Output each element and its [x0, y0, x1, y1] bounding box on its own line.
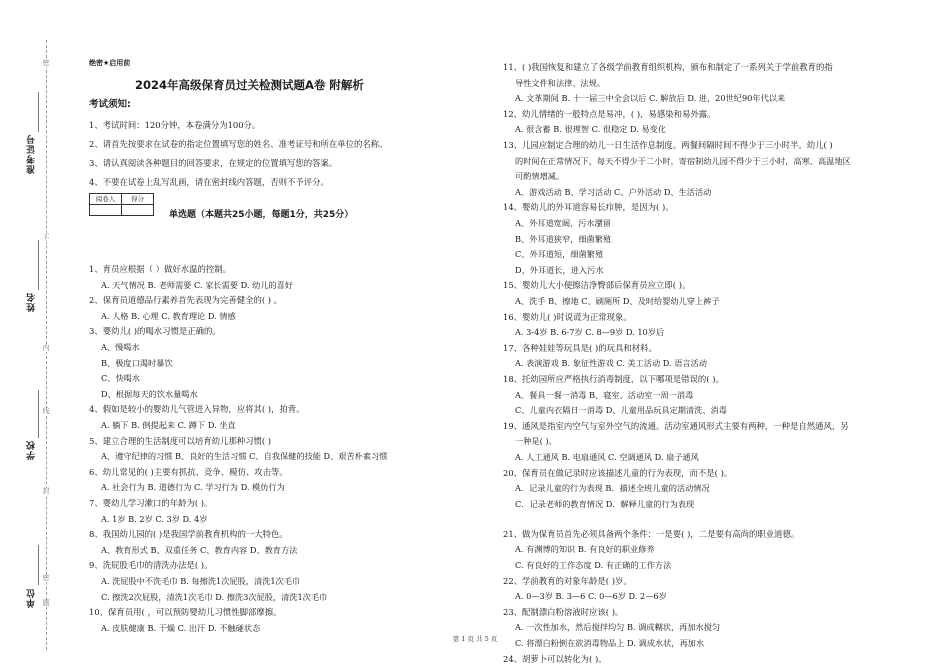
question-text: 5、建立合理的生活制度可以培育幼儿那种习惯( ) — [89, 435, 272, 446]
answer-option: A、外耳道宽阔，污水潴留 — [515, 218, 611, 228]
grader-header: 阅卷人 — [90, 194, 122, 205]
page-number: 第 1 页 共 5 页 — [452, 635, 498, 643]
answer-option: A、游戏活动 B、学习活动 C、户外活动 D、生活活动 — [515, 186, 712, 197]
question-text: 14、婴幼儿的外耳道容易长疖肿，是因为( )。 — [503, 202, 674, 213]
answer-option: A. 一次性加水，然后搅拌均匀 B. 调成糊状，再加水搅匀 — [515, 622, 721, 633]
score-table — [89, 193, 154, 216]
answer-option: A. 很含蓄 B. 很理智 C. 很稳定 D. 易变化 — [515, 124, 667, 135]
answer-option: A. 人工通风 B. 电扇通风 C. 空调通风 D. 扇子通风 — [515, 452, 699, 462]
binding-char: 内 — [42, 344, 50, 352]
answer-option: C、儿童内衣隔日一消毒 D、儿童用品玩具定期清洗、消毒 — [515, 405, 727, 416]
exam-id-label: 准考证号 — [27, 134, 37, 174]
notice-item: 1、考试时间：120分钟，本卷满分为100分。 — [89, 120, 261, 130]
grader-cell[interactable] — [90, 205, 122, 216]
answer-option: B、外耳道狭窄，细菌繁殖 — [515, 233, 612, 244]
question-text: 11、( )我国恢复和建立了各级学前教育组织机构，颁布和制定了一系列关于学前教育的指 — [503, 62, 833, 72]
answer-option: C．记录老师的教育情况 D．解释儿童的行为表现 — [515, 498, 695, 509]
unit-label: 单位 — [27, 588, 37, 608]
school-label: 学校 — [27, 440, 37, 460]
school-line — [38, 390, 39, 438]
answer-option: 可酌情增减。 — [515, 171, 565, 182]
score-header: 得分 — [122, 194, 154, 205]
question-text: 4、假如是较小的婴幼儿气管进入异物，应将其( )，拍背。 — [89, 404, 305, 415]
question-text: 17、各种娃娃等玩具是( )的玩具和材料。 — [503, 342, 657, 353]
secret-mark: 绝密★启用前 — [89, 59, 131, 67]
question-text: 1、育员应根据（ ）做好水温的控制。 — [89, 264, 231, 274]
question-text: 9、洗屁股毛巾的清洗办法是( )。 — [89, 560, 213, 571]
question-text: 15、婴幼儿大小便擦洁净臀部后保育员应立即( )。 — [503, 280, 691, 291]
answer-option: A. 洗屁股中不洗毛巾 B. 每擦洗1次屁股，清洗1次毛巾 — [101, 576, 301, 586]
question-text: 6、幼儿常见的( )主要有抓抗、竞争、模仿、攻击等。 — [89, 466, 288, 477]
answer-option: 的时间在正常情况下，每天不得少于二小时，寄宿制幼儿园不得少于三小时，高寒、高温地区 — [515, 155, 851, 166]
answer-option: A. 天气情况 B. 老师需要 C. 家长需要 D. 幼儿的喜好 — [101, 279, 293, 290]
question-text: 20、保育员在做记录时应该描述儿童的行为表现，而不是( )。 — [503, 467, 733, 478]
exam-id-line — [38, 92, 39, 132]
answer-option: A. 社会行为 B. 道德行为 C. 学习行为 D. 模仿行为 — [101, 482, 285, 493]
answer-option: A. 1岁 B. 2岁 C. 3岁 D. 4岁 — [101, 513, 208, 524]
answer-option: C. 将漂白粉倒在欲消毒物品上 D. 调成水状，再加水 — [515, 638, 705, 648]
answer-option: B、极度口渴时暴饮 — [101, 357, 173, 368]
answer-option: A. 表演游戏 B. 象征性游戏 C. 美工活动 D. 语言活动 — [515, 358, 707, 369]
name-line — [38, 240, 39, 290]
answer-option: C、外耳道短，细菌繁殖 — [515, 249, 604, 260]
question-text: 7、婴幼儿学习漱口的年龄为( )。 — [89, 498, 213, 508]
answer-option: A、慢喝水 — [101, 342, 140, 352]
answer-option: D、外耳道长，进入污水 — [515, 264, 604, 275]
question-text: 23、配制漂白粉溶液时应该( )。 — [503, 606, 624, 617]
page-title: 2024年高级保育员过关检测试题A卷 附解析 — [135, 78, 364, 92]
question-text: 2、保育员道德品行素养首先表现为完善健全的( ) 。 — [89, 295, 283, 306]
question-text: 8、我国幼儿园的( )是我国学前教育机构的一大特色。 — [89, 529, 288, 540]
answer-option: A、教育形式 B、双重任务 C、教育内容 D、教育方法 — [101, 544, 298, 555]
question-text: 22、学前教育的对象年龄是( )岁。 — [503, 575, 632, 586]
answer-option: A. 文革期间 B. 十一届三中全会以后 C. 解放后 D. 进，20世纪90年代以来 — [515, 93, 786, 104]
section-title: 单选题（本题共25小题，每题1分，共25分） — [169, 210, 354, 220]
question-text: 13、儿园应制定合理的幼儿一日生活作息制度。两餐间隔时间不得少于三小时半。幼儿( ) — [503, 140, 833, 150]
answer-option: C. 有良好的工作态度 D. 有正确的工作方法 — [515, 560, 672, 570]
binding-char: 密 — [42, 574, 50, 582]
answer-option: C. 擦洗2次屁股，清洗1次毛巾 D. 擦洗3次屁股，清洗1次毛巾 — [101, 591, 328, 602]
answer-option: A．记录儿童的行为表现 B．描述全班儿童的活动情况 — [515, 483, 710, 494]
binding-char: 密 — [42, 59, 50, 67]
question-text: 12、幼儿情绪的一般特点是易冲，( )，易感染和易外露。 — [503, 108, 716, 119]
answer-option: A. 3-4岁 B. 6-7岁 C. 8—9岁 D. 10岁后 — [515, 327, 665, 338]
binding-margin — [0, 0, 58, 671]
binding-char: 不 — [42, 234, 50, 242]
answer-option: A. 0—3岁 B. 3—6 C. 0—6岁 D. 2—6岁 — [515, 591, 667, 602]
answer-option: A. 人格 B. 心理 C. 教育理论 D. 情感 — [101, 310, 236, 321]
answer-option: 导性文件和法律、法规。 — [515, 77, 606, 88]
question-text: 10、保育员用( ，可以预防婴幼儿习惯性脚部摩擦。 — [89, 607, 282, 618]
score-cell[interactable] — [122, 205, 154, 216]
answer-option: A、餐具一餐一消毒 B、寝室、活动室一周一消毒 — [515, 389, 694, 400]
answer-option: A. 躺下 B. 倒提起来 C. 蹲下 D. 坐直 — [101, 420, 236, 430]
answer-option: C、快喝水 — [101, 373, 141, 384]
question-text: 21、做为保育员首先必须具备两个条件：一是要( )，二是要有高尚的职业道德。 — [503, 528, 800, 539]
notice-item: 2、请首先按要求在试卷的指定位置填写您的姓名、准考证号和所在单位的名称。 — [89, 139, 388, 149]
answer-option: A. 有渊博的知识 B. 有良好的职业修养 — [515, 544, 655, 555]
question-text: 24、胡萝卜可以转化为( )。 — [503, 653, 607, 664]
binding-char: 线 — [42, 407, 50, 415]
answer-option: D、根据每天的饮水量喝水 — [101, 388, 198, 399]
binding-char: 封 — [42, 487, 50, 495]
answer-option: 一种是( )。 — [515, 436, 557, 447]
notice-heading: 考试须知: — [89, 99, 131, 110]
answer-option: A、洗手 B、擦地 C、刷厕所 D、及时给婴幼儿穿上裤子 — [515, 296, 720, 306]
question-text: 3、婴幼儿( )的喝水习惯是正确的。 — [89, 326, 221, 337]
unit-line — [38, 545, 39, 585]
binding-char: 题 — [42, 599, 50, 607]
answer-option: A、遵守纪律的习惯 B、良好的生活习惯 C、自我保健的技能 D、艰苦朴素习惯 — [101, 451, 388, 462]
notice-item: 4、不要在试卷上乱写乱画，请在密封线内答题，否则不予评分。 — [89, 177, 329, 187]
notice-item: 3、请认真阅读各种题目的回答要求，在规定的位置填写您的答案。 — [89, 158, 338, 168]
name-label: 姓名 — [27, 292, 37, 312]
question-text: 16、婴幼儿( )时说谎为正常现象。 — [503, 311, 632, 322]
answer-option: A. 皮肤健康 B. 干燥 C. 出汗 D. 不触碰状态 — [101, 622, 261, 633]
question-text: 18、托幼园所应严格执行消毒制度，以下哪项是错误的( )。 — [503, 374, 724, 384]
question-text: 19、通风是指室内空气与室外空气的流通。活动室通风形式主要有两种，一种是自然通风，另 — [503, 420, 849, 431]
